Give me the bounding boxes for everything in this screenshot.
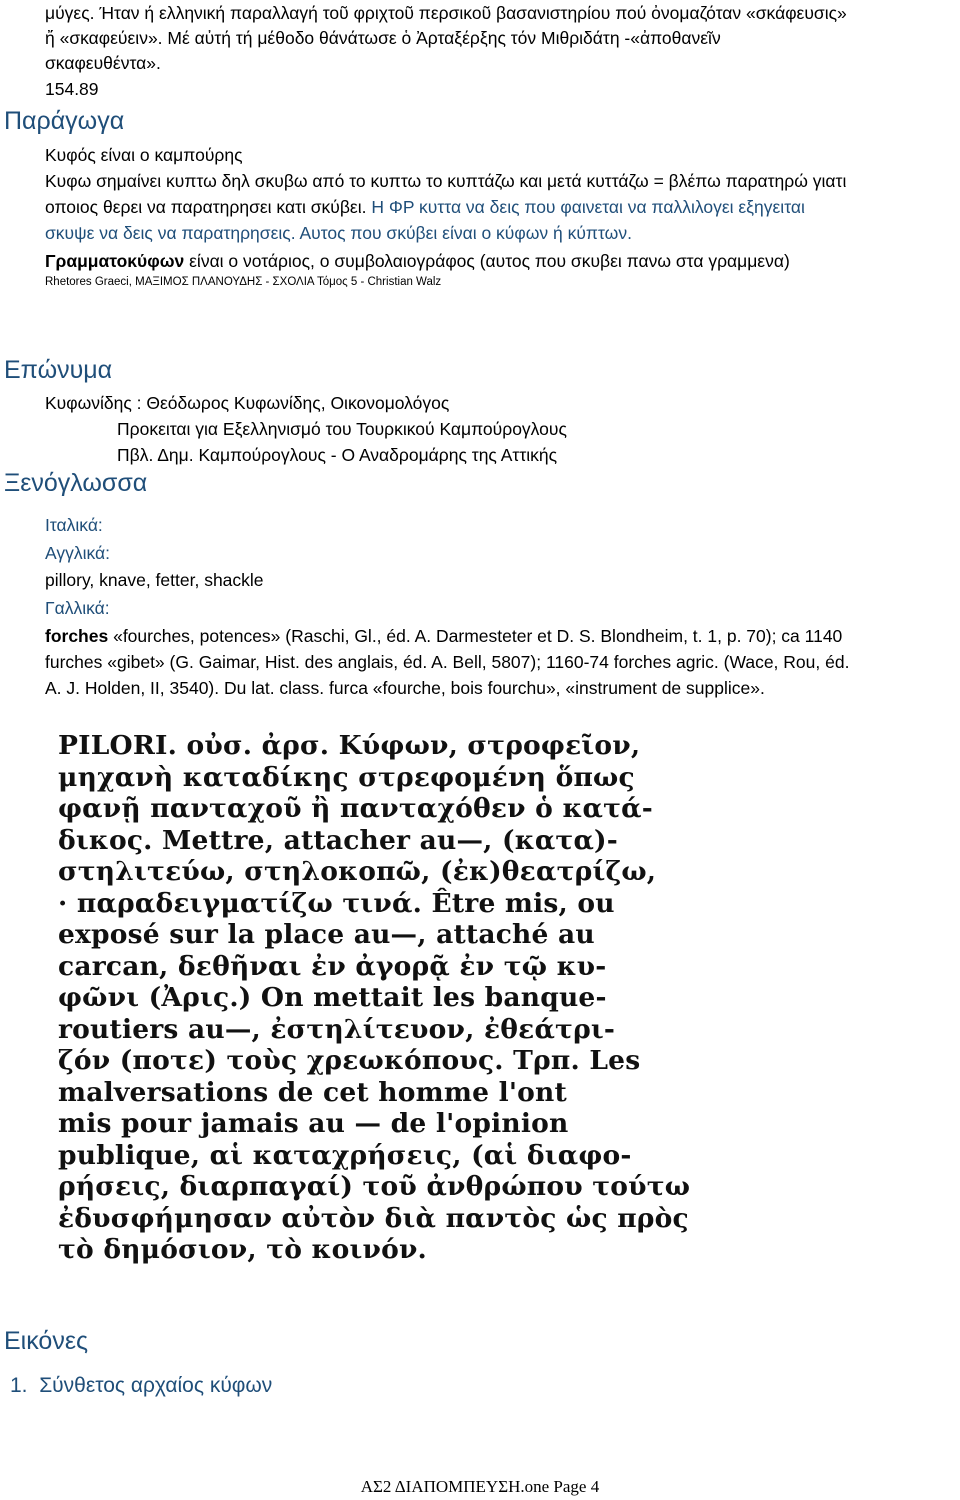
source-citation: Rhetores Graeci, ΜΑΞΙΜΟΣ ΠΛΑΝΟΥΔΗΣ - ΣΧΟΛΙΑ Τόμος 5 - Christian Walz [45, 276, 442, 288]
paragoga-line-3b: Η ΦΡ κυττα να δεις που φαινεται να παλλιλογει εξηγειται [371, 197, 805, 217]
paragoga-line-5-rest: είναι ο νοτάριος, ο συμβολαιογράφος (αυτος που σκυβει πανω στα γραμμενα) [184, 251, 790, 271]
scan-line: δικος. Mettre, attacher au—, (κατα)- [58, 824, 618, 856]
intro-reference: 154.89 [45, 79, 99, 99]
eikones-item-1 [10, 1371, 272, 1401]
list-item-label: Σύνθετος αρχαίος κύφων [39, 1374, 273, 1397]
page-footer: ΑΣ2 ΔΙΑΠΟΜΠΕΥΣΗ.one Page 4 [360, 1477, 600, 1496]
intro-line-3: σκαφευθέντα». [45, 53, 161, 73]
scan-line: ζόν (ποτε) τοὺς χρεωκόπους. Τρπ. Les [58, 1045, 641, 1076]
heading-eikones: Εικόνες [4, 1327, 89, 1355]
scan-line: ρήσεις, διαρπαγαί) τοῦ ἀνθρώπου τούτω [58, 1171, 691, 1202]
paragoga-line-3a: οποιος θερει να παρατηρησει κατι σκύβει. [45, 197, 372, 217]
english-words: pillory, knave, fetter, shackle [45, 570, 264, 590]
scan-line: exposé sur la place au—, attaché au [58, 919, 595, 950]
heading-xenoglossa: Ξενόγλωσσα [4, 469, 148, 497]
heading-eponyma: Επώνυμα [4, 356, 113, 384]
paragoga-line-4a: σκυψε να δεις να παρατηρησεις. [45, 223, 300, 243]
scan-line: carcan, δεθῆναι ἐν ἀγορᾷ ἐν τῷ κυ- [58, 950, 607, 982]
scan-line: φανῇ πανταχοῦ ἢ πανταχόθεν ὁ κατά- [58, 793, 653, 824]
french-line-3: A. J. Holden, II, 3540). Du lat. class. furca «fourche, bois fourchu», «instrument de supplice». [45, 678, 765, 698]
paragoga-line-1: Κυφός είναι ο καμπούρης [45, 145, 243, 165]
scan-line: routiers au—, ἐστηλίτευον, ἐθεάτρι- [58, 1013, 616, 1045]
dictionary-scan [58, 730, 691, 1290]
label-english: Αγγλικά: [45, 543, 111, 563]
scan-line: publique, αἱ καταχρήσεις, (αἱ διαφο- [58, 1139, 632, 1171]
scan-line: μηχανὴ καταδίκης στρεφομένη ὅπως [58, 761, 635, 793]
scan-line: φῶνι (Ἀρις.) On mettait les banque- [58, 982, 607, 1013]
list-number: 1. [10, 1374, 28, 1397]
french-line-1 [45, 623, 842, 649]
paragoga-line-2: Κυφω σημαίνει κυπτω δηλ σκυβω από το κυπτω το κυπτάζω και μετά κυττάζω = βλέπω παρατηρώ γιατι [45, 171, 847, 191]
intro-line-2: ἤ «σκαφεύειν». Μέ αὐτή τή μέθοδο θάνάτωσε ὁ Ἀρταξέρξης τόν Μιθριδάτη -«ἀποθανεῖν [45, 28, 721, 48]
french-line-1-rest: «fourches, potences» (Raschi, Gl., éd. A. Darmesteter et D. S. Blondheim, t. 1, p. 70); ca 1140 [108, 626, 843, 646]
label-french: Γαλλικά: [45, 598, 110, 618]
term-grammatokyfon: Γραμματοκύφων [45, 251, 185, 271]
scan-line: mis pour jamais au — de l'opinion [58, 1108, 569, 1139]
eponyma-line-1: Κυφωνίδης : Θεόδωρος Κυφωνίδης, Οικονομολόγος [45, 393, 450, 413]
label-italian: Ιταλικά: [45, 515, 103, 535]
scan-line: τὸ δημόσιον, τὸ κοινόν. [58, 1234, 427, 1265]
paragoga-line-4 [45, 220, 632, 246]
intro-line-1: μύγες. Ήταν ή ελληνική παραλλαγή τοῦ φριχτοῦ περσικοῦ βασανιστηρίου πού ὀνομαζόταν «σκάφευσις» [45, 3, 847, 23]
paragoga-line-4b: Αυτος που σκύβει είναι ο κύφων ή κύπτων. [299, 223, 632, 243]
term-forches: forches [45, 626, 109, 646]
scan-line: · παραδειγματίζω τινά. Être mis, ou [58, 887, 615, 919]
heading-paragoga: Παράγωγα [4, 107, 125, 135]
scan-line: στηλιτεύω, στηλοκοπῶ, (ἐκ)θεατρίζω, [58, 856, 657, 887]
eponyma-line-2: Προκειται για Εξελληνισμό του Τουρκικού Καμπούρογλους [117, 419, 567, 439]
scan-line: ἐδυσφήμησαν αὐτὸν διὰ παντὸς ὡς πρὸς [58, 1202, 689, 1234]
eponyma-line-3: Πβλ. Δημ. Καμπούρογλους - Ο Αναδρομάρης της Αττικής [117, 445, 558, 465]
paragoga-line-3 [45, 194, 805, 220]
scan-line: PILORI. οὐσ. ἀρσ. Κύφων, στροφεῖον, [58, 730, 641, 761]
french-line-2: furches «gibet» (G. Gaimar, Hist. des anglais, éd. A. Bell, 5807); 1160-74 forches agric. (Wace, Rou, éd. [45, 652, 850, 672]
scan-line: malversations de cet homme l'ont [58, 1076, 567, 1108]
paragoga-line-5 [45, 248, 790, 274]
